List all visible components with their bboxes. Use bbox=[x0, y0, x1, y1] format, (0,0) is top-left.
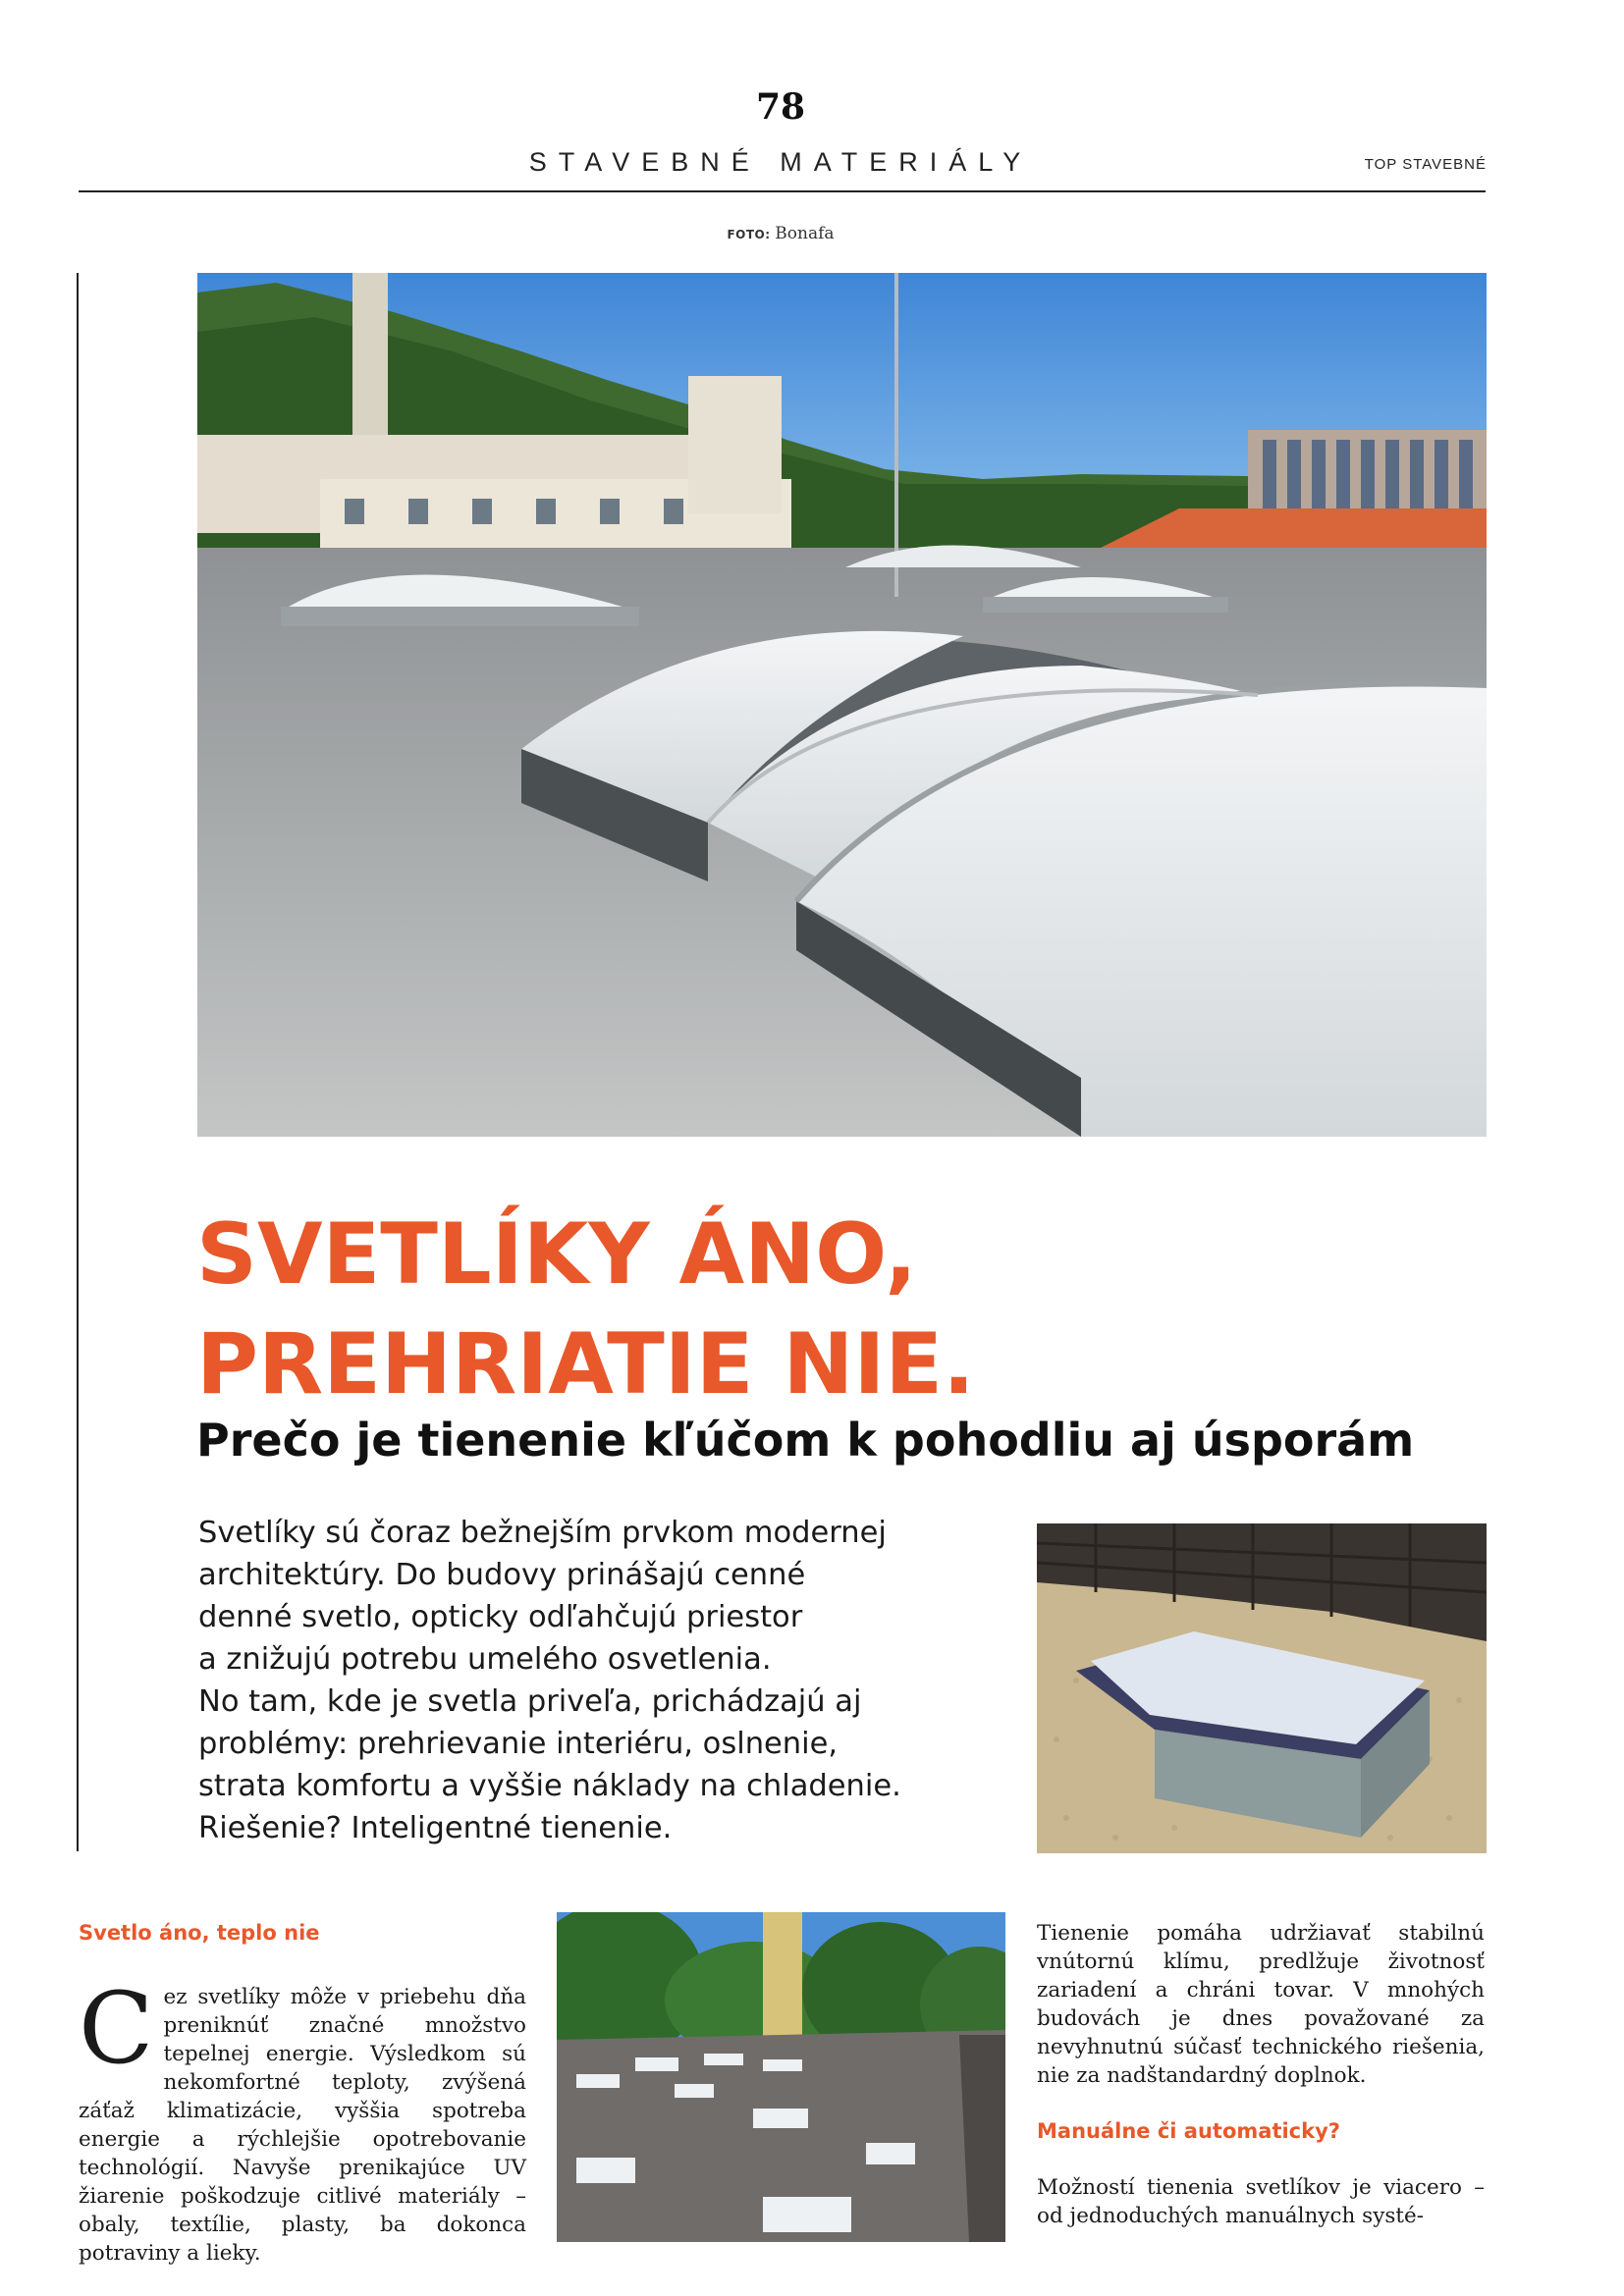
column-3-heading: Manuálne či automaticky? bbox=[1037, 2119, 1340, 2143]
lead-paragraph bbox=[198, 1512, 1013, 1849]
lead-line: Riešenie? Inteligentné tienenie. bbox=[198, 1811, 673, 1845]
column-3 bbox=[1037, 1919, 1485, 2230]
lead-line: architektúry. Do budovy prinášajú cenné bbox=[198, 1558, 806, 1592]
column-3-paragraph-2: Možností tienenia svetlíkov je viacero – od jednoduchých manuálnych systé- bbox=[1037, 2175, 1485, 2228]
section-title: STAVEBNÉ MATERIÁLY bbox=[528, 147, 1033, 177]
photo-credit-value: Bonafa bbox=[775, 224, 835, 243]
margin-rule bbox=[77, 273, 79, 1851]
publication-name: TOP STAVEBNÉ bbox=[1364, 156, 1487, 173]
column-3-paragraph-1: Tienenie pomáha udržiavať stabilnú vnútornú klímu, predlžuje životnosť zariadení a chráni tovar. V mnohých budovách je dnes považované za nevyhnutnú súčasť technického riešenia, nie za nadštandardný doplnok. bbox=[1037, 1921, 1485, 2088]
skylight-detail-illustration bbox=[1037, 1523, 1487, 1853]
roof-overview-illustration bbox=[557, 1912, 1005, 2242]
drop-cap: C bbox=[79, 1971, 154, 2086]
lead-line: strata komfortu a vyššie náklady na chladenie. bbox=[198, 1769, 901, 1803]
lead-line: problémy: prehrievanie interiéru, oslnenie, bbox=[198, 1727, 839, 1761]
column-1-heading: Svetlo áno, teplo nie bbox=[79, 1921, 320, 1945]
lead-line: denné svetlo, opticky odľahčujú priestor bbox=[198, 1600, 803, 1634]
spacer bbox=[1037, 2146, 1485, 2173]
header-rule bbox=[79, 190, 1486, 192]
column-1-text: ez svetlíky môže v priebehu dňa preniknúť značné množstvo tepelnej energie. Výsledkom sú nekomfortné teploty, zvýšená záťaž klimatizácie, vyššia spotreba energie a rýchlejšie opotrebovanie technológií. Navyše prenikajúce UV žiarenie poškodzuje citlivé materiály – obaly, textílie, plasty, ba dokonca potraviny a lieky. bbox=[79, 1985, 526, 2266]
main-photo-illustration bbox=[197, 273, 1487, 1137]
page-number: 78 bbox=[755, 86, 806, 128]
column-1-body bbox=[79, 1971, 526, 2268]
photo-credit-label: FOTO: bbox=[727, 228, 771, 241]
subtitle: Prečo je tienenie kľúčom k pohodliu aj úsporám bbox=[196, 1414, 1415, 1467]
headline-line-1: SVETLÍKY ÁNO, bbox=[196, 1205, 917, 1304]
skylight-detail-photo bbox=[1037, 1523, 1487, 1853]
lead-line: a znižujú potrebu umelého osvetlenia. bbox=[198, 1642, 772, 1677]
headline-line-2: PREHRIATIE NIE. bbox=[196, 1315, 975, 1414]
photo-credit bbox=[0, 224, 1561, 243]
headline bbox=[196, 1200, 1473, 1419]
lead-line: Svetlíky sú čoraz bežnejším prvkom modernej bbox=[198, 1516, 887, 1550]
column-1 bbox=[79, 1919, 526, 2268]
main-photo bbox=[197, 273, 1487, 1137]
lead-line: No tam, kde je svetla priveľa, prichádzajú aj bbox=[198, 1684, 862, 1719]
roof-overview-photo bbox=[557, 1912, 1005, 2242]
spacer bbox=[1037, 2090, 1485, 2117]
